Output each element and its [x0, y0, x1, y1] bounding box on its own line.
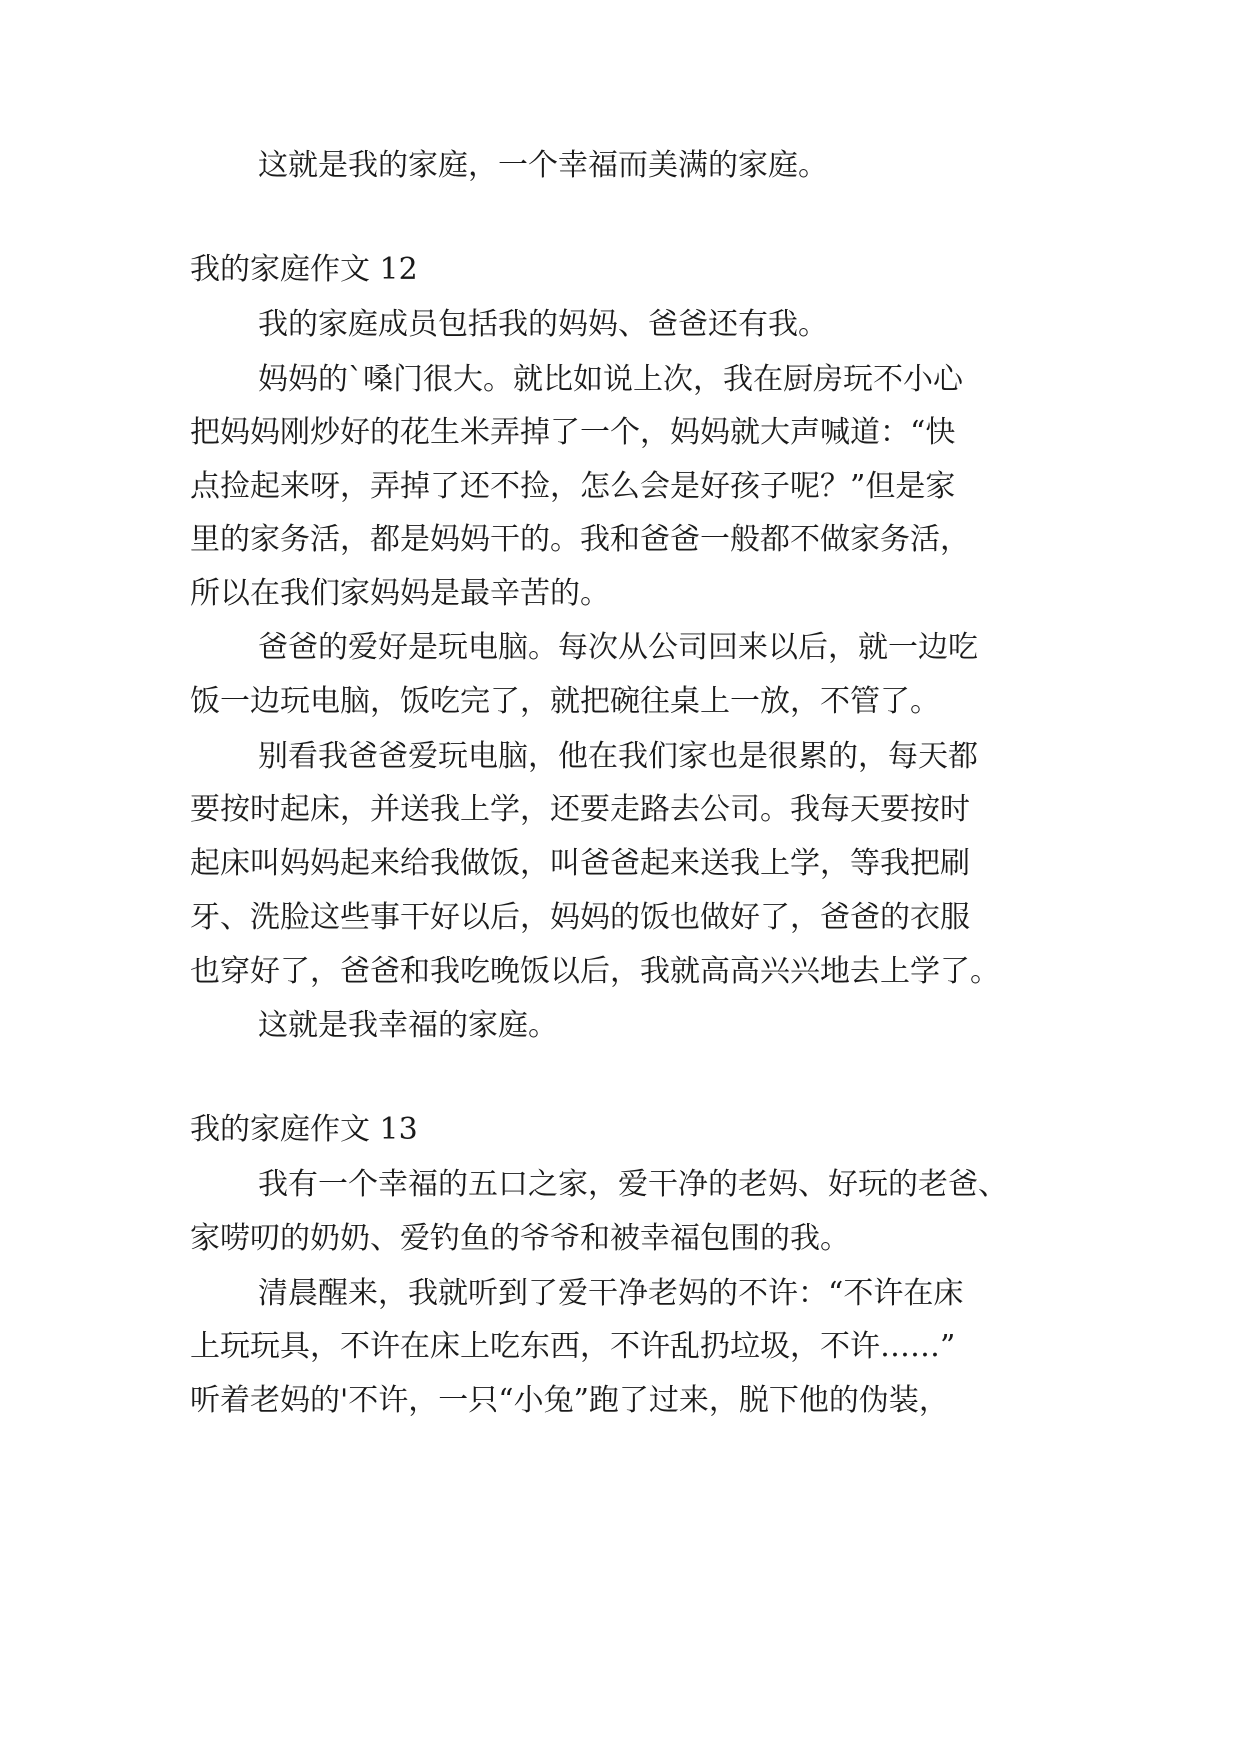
- paragraph-line: 别看我爸爸爱玩电脑，他在我们家也是很累的，每天都: [258, 739, 978, 774]
- paragraph-line: 妈妈的`嗓门很大。就比如说上次，我在厨房玩不小心: [258, 362, 963, 397]
- section-heading-12: 我的家庭作文 12: [190, 252, 418, 287]
- paragraph-line: 爸爸的爱好是玩电脑。每次从公司回来以后，就一边吃: [258, 630, 978, 665]
- paragraph-line: 这就是我幸福的家庭。: [258, 1008, 558, 1043]
- paragraph-line: 要按时起床，并送我上学，还要走路去公司。我每天要按时: [190, 792, 970, 827]
- paragraph-line: 所以在我们家妈妈是最辛苦的。: [190, 576, 610, 611]
- paragraph-line: 上玩玩具，不许在床上吃东西，不许乱扔垃圾，不许……”: [190, 1329, 956, 1364]
- paragraph-line: 点捡起来呀，弄掉了还不捡，怎么会是好孩子呢？”但是家: [190, 469, 956, 504]
- paragraph-line: 起床叫妈妈起来给我做饭，叫爸爸起来送我上学，等我把刷: [190, 846, 970, 881]
- paragraph-line: 里的家务活，都是妈妈干的。我和爸爸一般都不做家务活，: [190, 522, 970, 557]
- paragraph-line: 也穿好了，爸爸和我吃晚饭以后，我就高高兴兴地去上学了。: [190, 954, 1000, 989]
- paragraph-line: 牙、洗脸这些事干好以后，妈妈的饭也做好了，爸爸的衣服: [190, 900, 970, 935]
- section-heading-13: 我的家庭作文 13: [190, 1112, 418, 1147]
- paragraph-line: 家唠叨的奶奶、爱钓鱼的爷爷和被幸福包围的我。: [190, 1221, 850, 1256]
- paragraph-line: 我有一个幸福的五口之家，爱干净的老妈、好玩的老爸、: [258, 1167, 1008, 1202]
- paragraph-line: 饭一边玩电脑，饭吃完了，就把碗往桌上一放，不管了。: [190, 684, 940, 719]
- paragraph-line: 这就是我的家庭，一个幸福而美满的家庭。: [258, 148, 828, 183]
- paragraph-line: 我的家庭成员包括我的妈妈、爸爸还有我。: [258, 307, 828, 342]
- paragraph-line: 把妈妈刚炒好的花生米弄掉了一个，妈妈就大声喊道：“快: [190, 415, 956, 450]
- paragraph-line: 清晨醒来，我就听到了爱干净老妈的不许：“不许在床: [258, 1276, 964, 1311]
- paragraph-line: 听着老妈的'不许，一只“小兔”跑了过来，脱下他的伪装，: [190, 1383, 949, 1418]
